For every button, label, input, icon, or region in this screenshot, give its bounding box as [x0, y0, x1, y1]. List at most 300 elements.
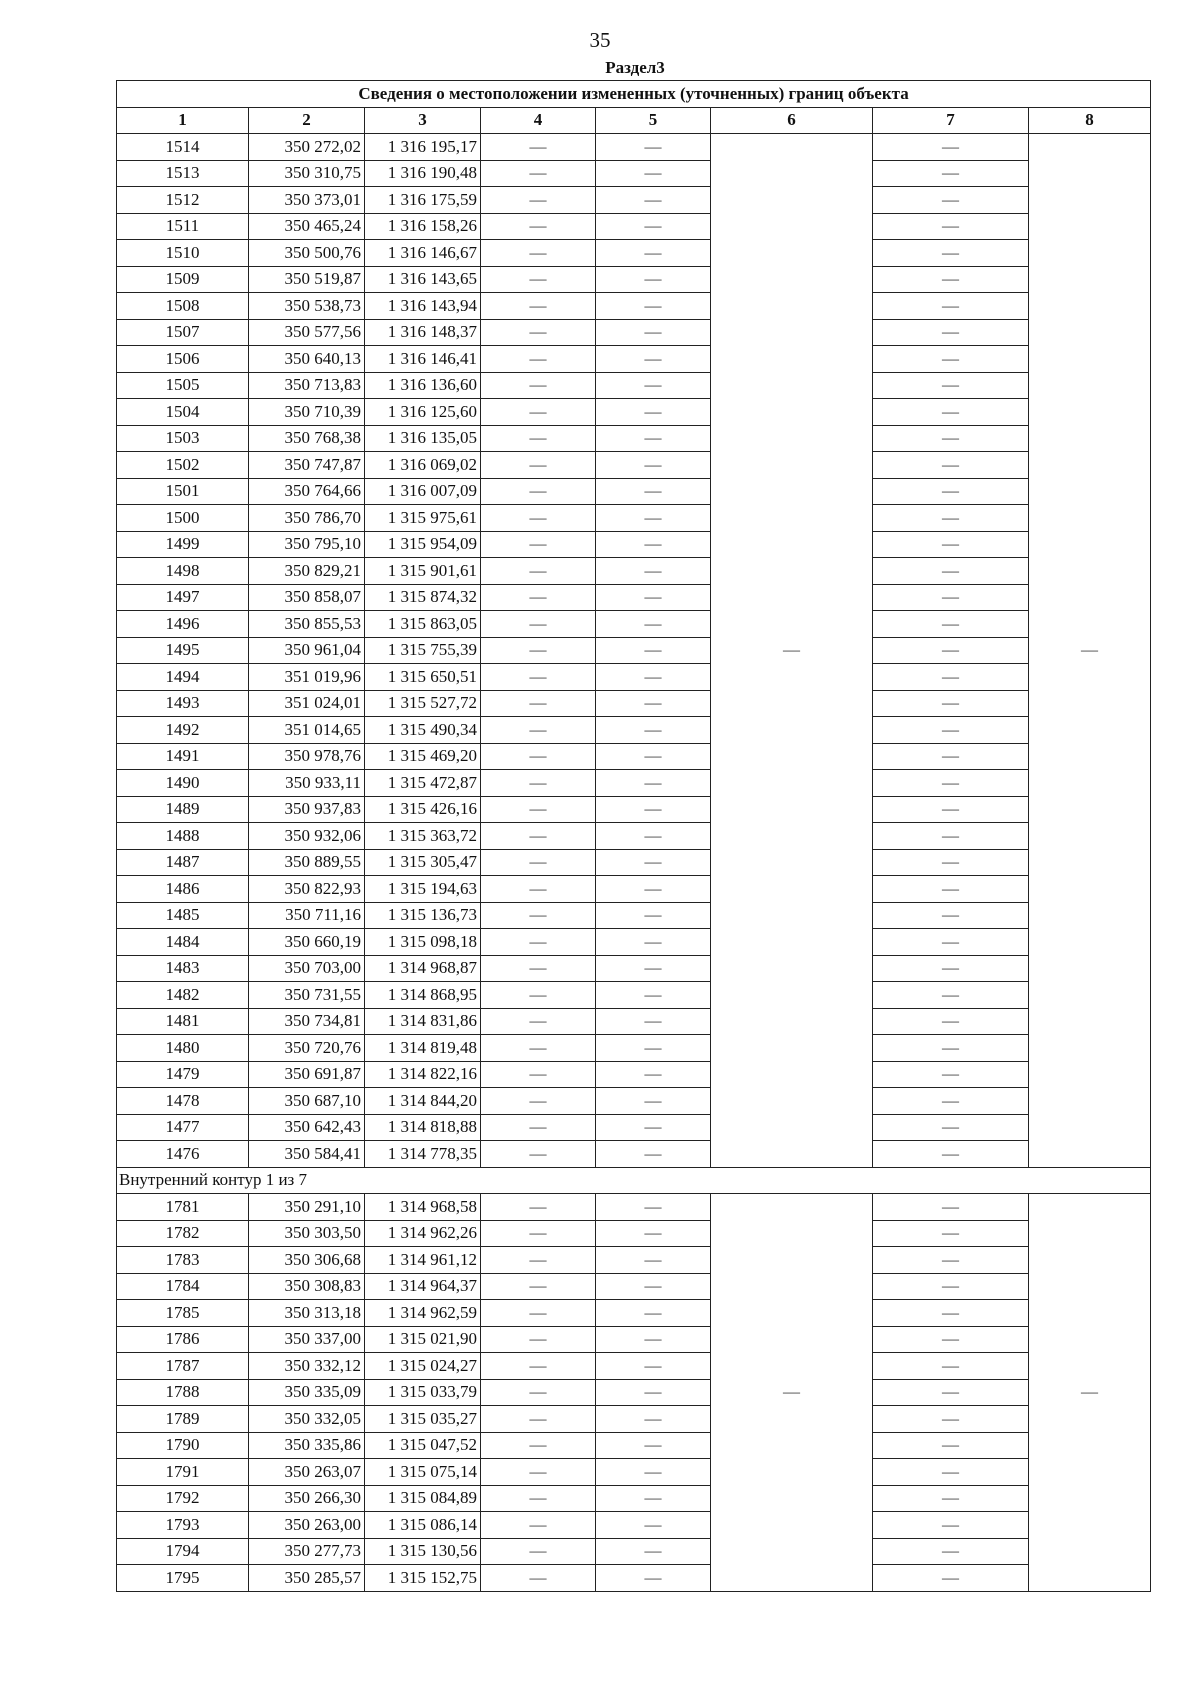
- point-number-cell: 1482: [117, 982, 249, 1009]
- table-caption-row: [117, 81, 1151, 108]
- column-7-cell: —: [873, 1273, 1029, 1300]
- point-number-cell: 1503: [117, 425, 249, 452]
- table-row: [117, 1379, 1151, 1406]
- y-coordinate-cell: 1 316 143,94: [365, 293, 481, 320]
- column-8-merged-cell: —: [1029, 1194, 1151, 1592]
- column-7-cell: —: [873, 1406, 1029, 1433]
- column-7-cell: —: [873, 1326, 1029, 1353]
- column-4-cell: —: [481, 1088, 596, 1115]
- column-5-cell: —: [596, 1088, 711, 1115]
- column-4-cell: —: [481, 876, 596, 903]
- column-5-cell: —: [596, 690, 711, 717]
- column-7-cell: —: [873, 1459, 1029, 1486]
- column-4-cell: —: [481, 823, 596, 850]
- point-number-cell: 1499: [117, 531, 249, 558]
- column-5-cell: —: [596, 770, 711, 797]
- column-7-cell: —: [873, 134, 1029, 161]
- y-coordinate-cell: 1 315 194,63: [365, 876, 481, 903]
- point-number-cell: 1498: [117, 558, 249, 585]
- table-row: [117, 452, 1151, 479]
- x-coordinate-cell: 351 014,65: [249, 717, 365, 744]
- x-coordinate-cell: 350 937,83: [249, 796, 365, 823]
- column-5-cell: —: [596, 478, 711, 505]
- table-row: [117, 505, 1151, 532]
- section-title: Раздел3: [605, 58, 665, 77]
- table-row: [117, 1114, 1151, 1141]
- column-5-cell: —: [596, 637, 711, 664]
- column-8-merged-cell: —: [1029, 134, 1151, 1168]
- column-header: 7: [873, 107, 1029, 134]
- table-row: [117, 1406, 1151, 1433]
- point-number-cell: 1793: [117, 1512, 249, 1539]
- column-5-cell: —: [596, 1141, 711, 1168]
- column-7-cell: —: [873, 531, 1029, 558]
- column-5-cell: —: [596, 1432, 711, 1459]
- column-header: 6: [711, 107, 873, 134]
- x-coordinate-cell: 350 795,10: [249, 531, 365, 558]
- column-7-cell: —: [873, 1432, 1029, 1459]
- point-number-cell: 1486: [117, 876, 249, 903]
- point-number-cell: 1789: [117, 1406, 249, 1433]
- column-4-cell: —: [481, 1512, 596, 1539]
- column-4-cell: —: [481, 1485, 596, 1512]
- x-coordinate-cell: 350 291,10: [249, 1194, 365, 1221]
- x-coordinate-cell: 350 720,76: [249, 1035, 365, 1062]
- table-row: [117, 160, 1151, 187]
- table-row: [117, 929, 1151, 956]
- point-number-cell: 1786: [117, 1326, 249, 1353]
- column-5-cell: —: [596, 823, 711, 850]
- point-number-cell: 1504: [117, 399, 249, 426]
- x-coordinate-cell: 351 019,96: [249, 664, 365, 691]
- column-header: 3: [365, 107, 481, 134]
- x-coordinate-cell: 351 024,01: [249, 690, 365, 717]
- x-coordinate-cell: 350 703,00: [249, 955, 365, 982]
- column-4-cell: —: [481, 929, 596, 956]
- column-7-cell: —: [873, 1512, 1029, 1539]
- x-coordinate-cell: 350 932,06: [249, 823, 365, 850]
- y-coordinate-cell: 1 315 469,20: [365, 743, 481, 770]
- y-coordinate-cell: 1 316 136,60: [365, 372, 481, 399]
- point-number-cell: 1489: [117, 796, 249, 823]
- column-header: 8: [1029, 107, 1151, 134]
- column-7-cell: —: [873, 1008, 1029, 1035]
- table-row: [117, 213, 1151, 240]
- y-coordinate-cell: 1 316 146,41: [365, 346, 481, 373]
- column-5-cell: —: [596, 1061, 711, 1088]
- column-7-cell: —: [873, 1565, 1029, 1592]
- column-5-cell: —: [596, 1353, 711, 1380]
- point-number-cell: 1783: [117, 1247, 249, 1274]
- table-row: [117, 372, 1151, 399]
- x-coordinate-cell: 350 961,04: [249, 637, 365, 664]
- column-7-cell: —: [873, 1379, 1029, 1406]
- column-5-cell: —: [596, 611, 711, 638]
- y-coordinate-cell: 1 316 195,17: [365, 134, 481, 161]
- x-coordinate-cell: 350 747,87: [249, 452, 365, 479]
- column-7-cell: —: [873, 293, 1029, 320]
- table-row: [117, 690, 1151, 717]
- column-5-cell: —: [596, 1485, 711, 1512]
- y-coordinate-cell: 1 315 021,90: [365, 1326, 481, 1353]
- column-5-cell: —: [596, 452, 711, 479]
- point-number-cell: 1497: [117, 584, 249, 611]
- y-coordinate-cell: 1 315 098,18: [365, 929, 481, 956]
- column-5-cell: —: [596, 187, 711, 214]
- column-header: 1: [117, 107, 249, 134]
- column-5-cell: —: [596, 1035, 711, 1062]
- column-4-cell: —: [481, 717, 596, 744]
- y-coordinate-cell: 1 316 148,37: [365, 319, 481, 346]
- column-7-cell: —: [873, 452, 1029, 479]
- column-4-cell: —: [481, 319, 596, 346]
- column-4-cell: —: [481, 558, 596, 585]
- x-coordinate-cell: 350 978,76: [249, 743, 365, 770]
- point-number-cell: 1506: [117, 346, 249, 373]
- x-coordinate-cell: 350 731,55: [249, 982, 365, 1009]
- y-coordinate-cell: 1 315 527,72: [365, 690, 481, 717]
- column-7-cell: —: [873, 743, 1029, 770]
- column-4-cell: —: [481, 664, 596, 691]
- point-number-cell: 1479: [117, 1061, 249, 1088]
- column-4-cell: —: [481, 1247, 596, 1274]
- x-coordinate-cell: 350 691,87: [249, 1061, 365, 1088]
- point-number-cell: 1781: [117, 1194, 249, 1221]
- point-number-cell: 1505: [117, 372, 249, 399]
- point-number-cell: 1507: [117, 319, 249, 346]
- column-7-cell: —: [873, 637, 1029, 664]
- column-4-cell: —: [481, 531, 596, 558]
- column-5-cell: —: [596, 982, 711, 1009]
- contour-label: Внутренний контур 1 из 7: [117, 1167, 1151, 1194]
- column-7-cell: —: [873, 478, 1029, 505]
- column-7-cell: —: [873, 1141, 1029, 1168]
- column-4-cell: —: [481, 399, 596, 426]
- point-number-cell: 1500: [117, 505, 249, 532]
- column-5-cell: —: [596, 1220, 711, 1247]
- table-row: [117, 531, 1151, 558]
- column-4-cell: —: [481, 1220, 596, 1247]
- y-coordinate-cell: 1 314 968,87: [365, 955, 481, 982]
- column-5-cell: —: [596, 902, 711, 929]
- table-row: [117, 399, 1151, 426]
- column-5-cell: —: [596, 346, 711, 373]
- y-coordinate-cell: 1 316 069,02: [365, 452, 481, 479]
- table-row: [117, 187, 1151, 214]
- column-header: 2: [249, 107, 365, 134]
- column-5-cell: —: [596, 372, 711, 399]
- y-coordinate-cell: 1 316 158,26: [365, 213, 481, 240]
- table-row: [117, 1008, 1151, 1035]
- y-coordinate-cell: 1 315 363,72: [365, 823, 481, 850]
- x-coordinate-cell: 350 313,18: [249, 1300, 365, 1327]
- column-7-cell: —: [873, 770, 1029, 797]
- column-7-cell: —: [873, 1194, 1029, 1221]
- column-5-cell: —: [596, 505, 711, 532]
- column-5-cell: —: [596, 1194, 711, 1221]
- y-coordinate-cell: 1 315 490,34: [365, 717, 481, 744]
- column-header: 4: [481, 107, 596, 134]
- point-number-cell: 1488: [117, 823, 249, 850]
- table-row: [117, 664, 1151, 691]
- column-4-cell: —: [481, 1273, 596, 1300]
- x-coordinate-cell: 350 710,39: [249, 399, 365, 426]
- column-5-cell: —: [596, 1300, 711, 1327]
- column-7-cell: —: [873, 505, 1029, 532]
- column-5-cell: —: [596, 399, 711, 426]
- column-7-cell: —: [873, 1114, 1029, 1141]
- column-5-cell: —: [596, 293, 711, 320]
- column-5-cell: —: [596, 425, 711, 452]
- column-5-cell: —: [596, 1379, 711, 1406]
- column-4-cell: —: [481, 293, 596, 320]
- y-coordinate-cell: 1 316 190,48: [365, 160, 481, 187]
- column-5-cell: —: [596, 717, 711, 744]
- table-row: [117, 266, 1151, 293]
- column-5-cell: —: [596, 1326, 711, 1353]
- table-row: [117, 584, 1151, 611]
- column-5-cell: —: [596, 160, 711, 187]
- y-coordinate-cell: 1 315 086,14: [365, 1512, 481, 1539]
- column-7-cell: —: [873, 796, 1029, 823]
- y-coordinate-cell: 1 316 007,09: [365, 478, 481, 505]
- x-coordinate-cell: 350 786,70: [249, 505, 365, 532]
- y-coordinate-cell: 1 315 472,87: [365, 770, 481, 797]
- column-4-cell: —: [481, 1432, 596, 1459]
- column-5-cell: —: [596, 1247, 711, 1274]
- x-coordinate-cell: 350 764,66: [249, 478, 365, 505]
- column-5-cell: —: [596, 664, 711, 691]
- column-7-cell: —: [873, 346, 1029, 373]
- table-row: [117, 1273, 1151, 1300]
- column-4-cell: —: [481, 266, 596, 293]
- point-number-cell: 1792: [117, 1485, 249, 1512]
- point-number-cell: 1496: [117, 611, 249, 638]
- table-row: [117, 1459, 1151, 1486]
- column-6-merged-cell: —: [711, 1194, 873, 1592]
- table-row: [117, 1088, 1151, 1115]
- table-row: [117, 611, 1151, 638]
- column-5-cell: —: [596, 213, 711, 240]
- point-number-cell: 1508: [117, 293, 249, 320]
- x-coordinate-cell: 350 734,81: [249, 1008, 365, 1035]
- contour-label-row: [117, 1167, 1151, 1194]
- y-coordinate-cell: 1 314 831,86: [365, 1008, 481, 1035]
- column-7-cell: —: [873, 717, 1029, 744]
- column-7-cell: —: [873, 1220, 1029, 1247]
- point-number-cell: 1492: [117, 717, 249, 744]
- column-4-cell: —: [481, 425, 596, 452]
- table-row: [117, 1485, 1151, 1512]
- x-coordinate-cell: 350 263,00: [249, 1512, 365, 1539]
- point-number-cell: 1484: [117, 929, 249, 956]
- column-4-cell: —: [481, 452, 596, 479]
- column-4-cell: —: [481, 1379, 596, 1406]
- table-row: [117, 902, 1151, 929]
- x-coordinate-cell: 350 266,30: [249, 1485, 365, 1512]
- point-number-cell: 1514: [117, 134, 249, 161]
- column-header: 5: [596, 107, 711, 134]
- y-coordinate-cell: 1 314 964,37: [365, 1273, 481, 1300]
- point-number-cell: 1478: [117, 1088, 249, 1115]
- column-4-cell: —: [481, 584, 596, 611]
- column-5-cell: —: [596, 796, 711, 823]
- x-coordinate-cell: 350 465,24: [249, 213, 365, 240]
- x-coordinate-cell: 350 272,02: [249, 134, 365, 161]
- column-6-merged-cell: —: [711, 134, 873, 1168]
- table-row: [117, 876, 1151, 903]
- table-row: [117, 955, 1151, 982]
- column-7-cell: —: [873, 160, 1029, 187]
- x-coordinate-cell: 350 768,38: [249, 425, 365, 452]
- column-7-cell: —: [873, 584, 1029, 611]
- column-7-cell: —: [873, 1300, 1029, 1327]
- column-7-cell: —: [873, 664, 1029, 691]
- point-number-cell: 1487: [117, 849, 249, 876]
- point-number-cell: 1476: [117, 1141, 249, 1168]
- column-4-cell: —: [481, 1114, 596, 1141]
- column-7-cell: —: [873, 240, 1029, 267]
- y-coordinate-cell: 1 314 868,95: [365, 982, 481, 1009]
- column-7-cell: —: [873, 902, 1029, 929]
- point-number-cell: 1513: [117, 160, 249, 187]
- column-5-cell: —: [596, 1538, 711, 1565]
- table-row: [117, 1353, 1151, 1380]
- column-5-cell: —: [596, 955, 711, 982]
- column-7-cell: —: [873, 187, 1029, 214]
- column-7-cell: —: [873, 690, 1029, 717]
- point-number-cell: 1782: [117, 1220, 249, 1247]
- column-5-cell: —: [596, 743, 711, 770]
- table-row: [117, 1035, 1151, 1062]
- column-5-cell: —: [596, 1114, 711, 1141]
- table-row: [117, 1432, 1151, 1459]
- y-coordinate-cell: 1 315 136,73: [365, 902, 481, 929]
- x-coordinate-cell: 350 332,12: [249, 1353, 365, 1380]
- x-coordinate-cell: 350 640,13: [249, 346, 365, 373]
- table-caption: Сведения о местоположении измененных (уточненных) границ объекта: [117, 81, 1151, 108]
- column-7-cell: —: [873, 611, 1029, 638]
- x-coordinate-cell: 350 577,56: [249, 319, 365, 346]
- y-coordinate-cell: 1 316 135,05: [365, 425, 481, 452]
- column-7-cell: —: [873, 929, 1029, 956]
- point-number-cell: 1494: [117, 664, 249, 691]
- column-7-cell: —: [873, 876, 1029, 903]
- x-coordinate-cell: 350 310,75: [249, 160, 365, 187]
- point-number-cell: 1495: [117, 637, 249, 664]
- column-5-cell: —: [596, 876, 711, 903]
- point-number-cell: 1791: [117, 1459, 249, 1486]
- x-coordinate-cell: 350 306,68: [249, 1247, 365, 1274]
- table-row: [117, 823, 1151, 850]
- column-5-cell: —: [596, 929, 711, 956]
- column-5-cell: —: [596, 1008, 711, 1035]
- column-7-cell: —: [873, 266, 1029, 293]
- column-4-cell: —: [481, 346, 596, 373]
- table-row: [117, 1141, 1151, 1168]
- column-5-cell: —: [596, 319, 711, 346]
- column-4-cell: —: [481, 955, 596, 982]
- table-row: [117, 770, 1151, 797]
- column-7-cell: —: [873, 1035, 1029, 1062]
- table-row: [117, 293, 1151, 320]
- point-number-cell: 1512: [117, 187, 249, 214]
- x-coordinate-cell: 350 285,57: [249, 1565, 365, 1592]
- column-7-cell: —: [873, 1088, 1029, 1115]
- x-coordinate-cell: 350 373,01: [249, 187, 365, 214]
- x-coordinate-cell: 350 855,53: [249, 611, 365, 638]
- column-4-cell: —: [481, 134, 596, 161]
- column-7-cell: —: [873, 558, 1029, 585]
- x-coordinate-cell: 350 277,73: [249, 1538, 365, 1565]
- y-coordinate-cell: 1 315 130,56: [365, 1538, 481, 1565]
- column-5-cell: —: [596, 1406, 711, 1433]
- table-row: [117, 743, 1151, 770]
- table-row: [117, 1194, 1151, 1221]
- column-7-cell: —: [873, 849, 1029, 876]
- table-row: [117, 425, 1151, 452]
- y-coordinate-cell: 1 315 084,89: [365, 1485, 481, 1512]
- y-coordinate-cell: 1 314 822,16: [365, 1061, 481, 1088]
- x-coordinate-cell: 350 308,83: [249, 1273, 365, 1300]
- table-row: [117, 849, 1151, 876]
- point-number-cell: 1785: [117, 1300, 249, 1327]
- column-7-cell: —: [873, 213, 1029, 240]
- x-coordinate-cell: 350 660,19: [249, 929, 365, 956]
- x-coordinate-cell: 350 713,83: [249, 372, 365, 399]
- column-4-cell: —: [481, 213, 596, 240]
- y-coordinate-cell: 1 315 650,51: [365, 664, 481, 691]
- column-5-cell: —: [596, 558, 711, 585]
- x-coordinate-cell: 350 335,86: [249, 1432, 365, 1459]
- x-coordinate-cell: 350 263,07: [249, 1459, 365, 1486]
- column-5-cell: —: [596, 1565, 711, 1592]
- table-row: [117, 1538, 1151, 1565]
- point-number-cell: 1787: [117, 1353, 249, 1380]
- y-coordinate-cell: 1 316 125,60: [365, 399, 481, 426]
- point-number-cell: 1794: [117, 1538, 249, 1565]
- column-4-cell: —: [481, 849, 596, 876]
- x-coordinate-cell: 350 711,16: [249, 902, 365, 929]
- column-4-cell: —: [481, 1141, 596, 1168]
- column-7-cell: —: [873, 399, 1029, 426]
- point-number-cell: 1491: [117, 743, 249, 770]
- point-number-cell: 1501: [117, 478, 249, 505]
- table-row: [117, 346, 1151, 373]
- table-row: [117, 319, 1151, 346]
- point-number-cell: 1784: [117, 1273, 249, 1300]
- table-row: [117, 1326, 1151, 1353]
- column-7-cell: —: [873, 1538, 1029, 1565]
- y-coordinate-cell: 1 314 962,59: [365, 1300, 481, 1327]
- column-4-cell: —: [481, 1565, 596, 1592]
- column-4-cell: —: [481, 743, 596, 770]
- column-4-cell: —: [481, 187, 596, 214]
- point-number-cell: 1485: [117, 902, 249, 929]
- column-7-cell: —: [873, 372, 1029, 399]
- point-number-cell: 1502: [117, 452, 249, 479]
- table-row: [117, 1061, 1151, 1088]
- column-4-cell: —: [481, 796, 596, 823]
- table-row: [117, 478, 1151, 505]
- point-number-cell: 1510: [117, 240, 249, 267]
- column-5-cell: —: [596, 240, 711, 267]
- column-7-cell: —: [873, 1485, 1029, 1512]
- table-row: [117, 637, 1151, 664]
- y-coordinate-cell: 1 315 152,75: [365, 1565, 481, 1592]
- column-4-cell: —: [481, 690, 596, 717]
- point-number-cell: 1795: [117, 1565, 249, 1592]
